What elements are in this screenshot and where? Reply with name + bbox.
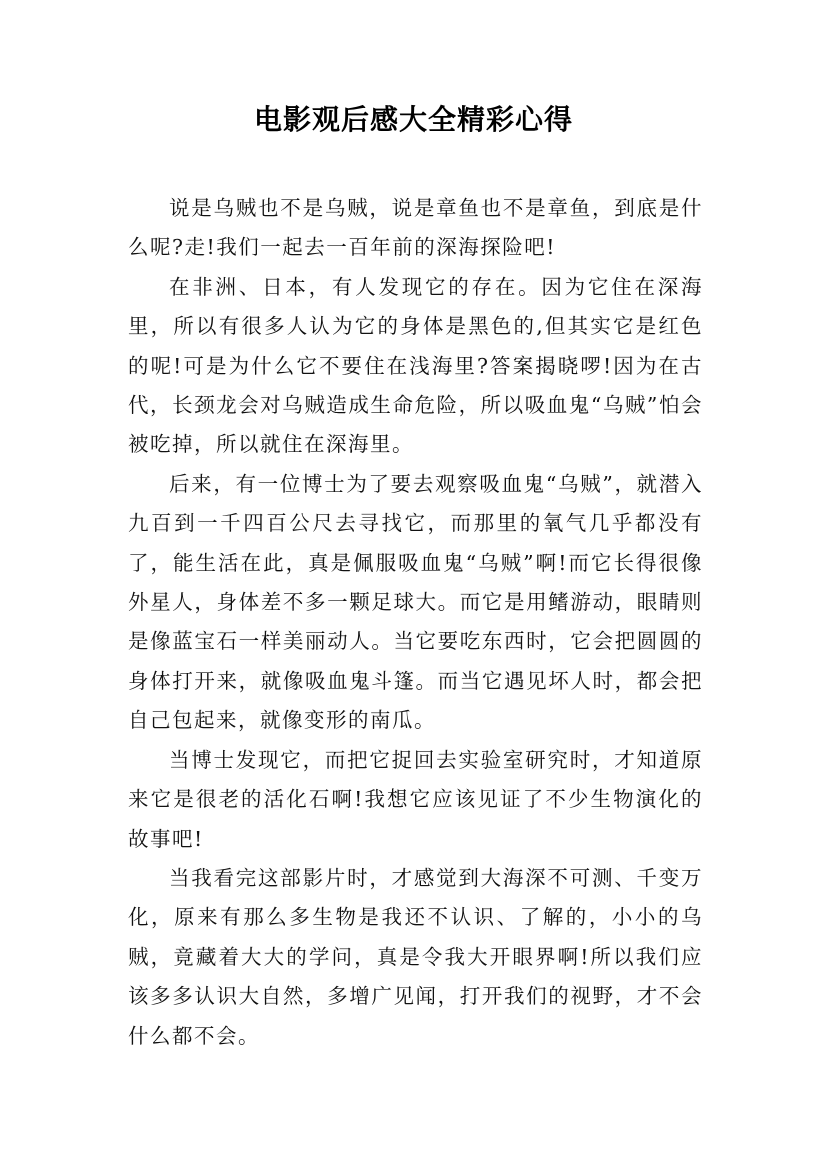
document-title: 电影观后感大全精彩心得 bbox=[253, 103, 573, 136]
paragraph-4: 当博士发现它，而把它捉回去实验室研究时，才知道原来它是很老的活化石啊!我想它应该见证了不少生物演化的故事吧! bbox=[128, 747, 703, 851]
paragraph-3: 后来，有一位博士为了要去观察吸血鬼“乌贼”，就潜入九百到一千四百公尺去寻找它，而那里的氧气几乎都没有了，能生活在此，真是佩服吸血鬼“乌贼”啊!而它长得很像外星人，身体差不多一颗足球大。而它是用鳍游动，眼睛则是像蓝宝石一样美丽动人。当它要吃东西时，它会把圆圆的身体打开来，就像吸血鬼斗篷。而当它遇见坏人时，都会把自己包起来，就像变形的南瓜。 bbox=[128, 471, 703, 733]
document-body bbox=[128, 189, 703, 1056]
paragraph-1: 说是乌贼也不是乌贼，说是章鱼也不是章鱼，到底是什么呢?走!我们一起去一百年前的深海探险吧! bbox=[128, 196, 703, 260]
paragraph-2: 在非洲、日本，有人发现它的存在。因为它住在深海里，所以有很多人认为它的身体是黑色的,但其实它是红色的呢!可是为什么它不要住在浅海里?答案揭晓啰!因为在古代，长颈龙会对乌贼造成生命危险，所以吸血鬼“乌贼”怕会被吃掉，所以就住在深海里。 bbox=[128, 274, 703, 457]
paragraph-5: 当我看完这部影片时，才感觉到大海深不可测、千变万化，原来有那么多生物是我还不认识、了解的，小小的乌贼，竟藏着大大的学问，真是令我大开眼界啊!所以我们应该多多认识大自然，多增广见闻，打开我们的视野，才不会什么都不会。 bbox=[128, 865, 703, 1048]
